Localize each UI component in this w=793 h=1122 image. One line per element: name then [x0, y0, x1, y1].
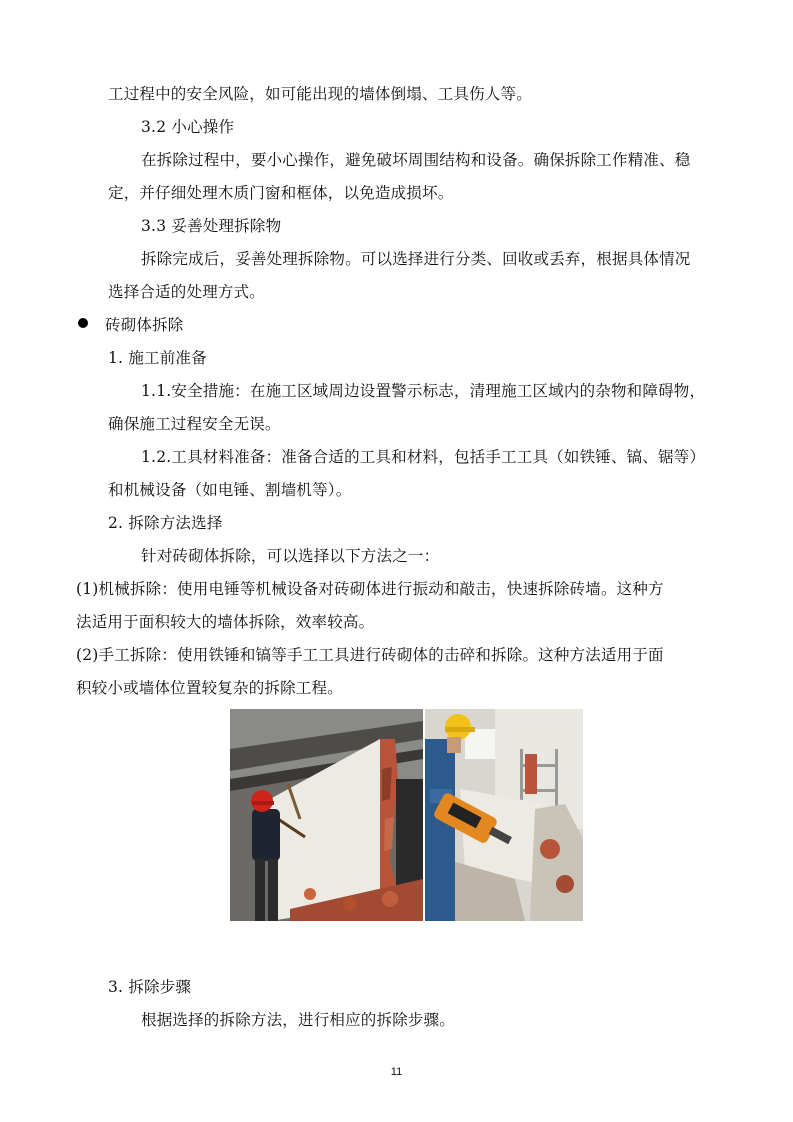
heading-step-3: 3. 拆除步骤 [108, 978, 192, 996]
paragraph-line: 拆除完成后，妥善处理拆除物。可以选择进行分类、回收或丢弃，根据具体情况 [141, 250, 691, 268]
paragraph-line: 1.1.安全措施：在施工区域周边设置警示标志，清理施工区域内的杂物和障碍物， [141, 382, 706, 400]
paragraph-line: 确保施工过程安全无误。 [108, 415, 281, 433]
section-heading-3-2: 3.2 小心操作 [141, 118, 235, 136]
paragraph-line: 工过程中的安全风险，如可能出现的墙体倒塌、工具伤人等。 [108, 85, 532, 103]
paragraph-line: (2)手工拆除：使用铁锤和镐等手工工具进行砖砌体的击碎和拆除。这种方法适用于面 [76, 646, 664, 664]
paragraph-line: 选择合适的处理方式。 [108, 283, 266, 301]
section-heading-3-3: 3.3 妥善处理拆除物 [141, 217, 282, 235]
photo-manual-demolition [230, 709, 423, 921]
paragraph-line: 根据选择的拆除方法，进行相应的拆除步骤。 [141, 1011, 456, 1029]
page-number: 11 [390, 1066, 403, 1078]
paragraph-line: 和机械设备（如电锤、割墙机等）。 [108, 481, 352, 499]
paragraph-line: 定，并仔细处理木质门窗和框体，以免造成损坏。 [108, 184, 454, 202]
bullet-heading: 砖砌体拆除 [105, 316, 184, 334]
heading-step-2: 2. 拆除方法选择 [108, 514, 223, 532]
paragraph-line: 针对砖砌体拆除，可以选择以下方法之一： [141, 547, 440, 565]
bullet-dot [78, 318, 88, 328]
heading-step-1: 1. 施工前准备 [108, 349, 207, 367]
paragraph-line: 在拆除过程中，要小心操作，避免破坏周围结构和设备。确保拆除工作精准、稳 [141, 151, 691, 169]
paragraph-line: 积较小或墙体位置较复杂的拆除工程。 [76, 679, 343, 697]
paragraph-line: 1.2.工具材料准备：准备合适的工具和材料，包括手工工具（如铁锤、镐、锯等） [141, 448, 706, 466]
paragraph-line: (1)机械拆除：使用电锤等机械设备对砖砌体进行振动和敲击，快速拆除砖墙。这种方 [76, 580, 664, 598]
photo-mechanical-demolition [425, 709, 583, 921]
paragraph-line: 法适用于面积较大的墙体拆除，效率较高。 [76, 613, 375, 631]
